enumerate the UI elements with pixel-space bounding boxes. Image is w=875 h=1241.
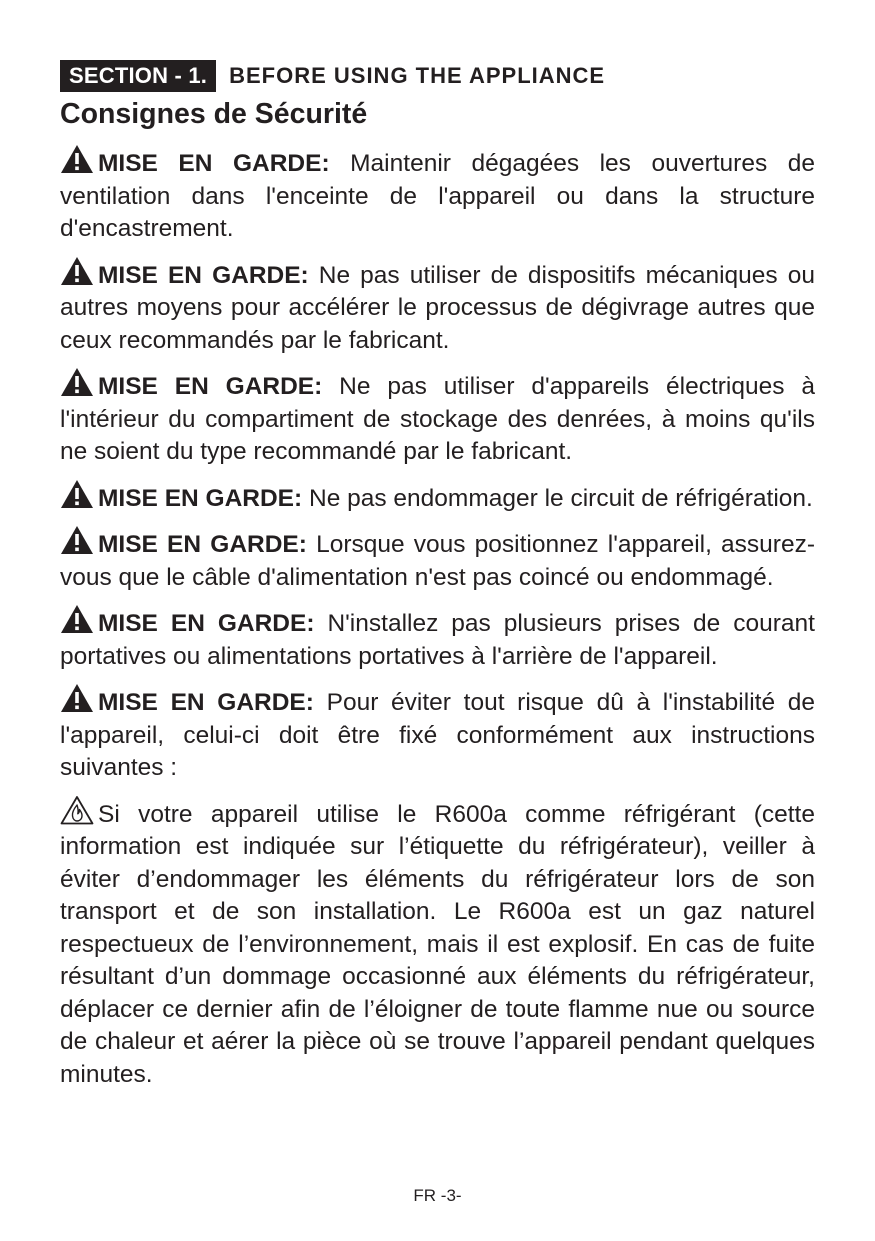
warning-text: Pour éviter tout risque dû à l'instabilité de l'appareil, celui-ci doit être fixé conformément aux instructions suivantes :	[60, 689, 815, 781]
page-title: Consignes de Sécurité	[60, 98, 368, 130]
warning-text: Lorsque vous positionnez l'appareil, assurez-vous que le câble d'alimentation n'est pas coincé ou endommagé.	[60, 531, 815, 591]
warning-paragraph	[60, 683, 815, 785]
warning-icon	[60, 479, 94, 509]
flammable-note-paragraph	[60, 795, 815, 1092]
warning-lead: MISE EN GARDE:	[98, 373, 323, 400]
warning-icon	[60, 367, 94, 397]
warning-text: N'installez pas plusieurs prises de courant portatives ou alimentations portatives à l'arrière de l'appareil.	[60, 610, 815, 670]
section-title: BEFORE USING THE APPLIANCE	[229, 63, 606, 88]
section-badge: SECTION - 1.	[60, 60, 216, 92]
document-page	[60, 60, 815, 1091]
warning-paragraph	[60, 604, 815, 673]
warning-lead: MISE EN GARDE:	[98, 610, 315, 637]
section-header	[60, 60, 815, 92]
warning-lead: MISE EN GARDE:	[98, 484, 303, 512]
warning-paragraph	[60, 256, 815, 358]
warning-lead: MISE EN GARDE:	[98, 689, 314, 716]
warning-icon	[60, 683, 94, 713]
warning-lead: MISE EN GARDE:	[98, 261, 309, 289]
warning-text: Maintenir dégagées les ouvertures de ventilation dans l'enceinte de l'appareil ou dans la structure d'encastrement.	[60, 150, 815, 242]
warning-icon	[60, 604, 94, 634]
flammable-note-text: Si votre appareil utilise le R600a comme réfrigérant (cette information est indiquée sur l’étiquette du réfrigérateur), veiller à éviter d’endommager les éléments du réfrigérateur lors de son transport et de son installation. Le R600a est un gaz naturel respectueux de l’environnement, mais il est explosif. En cas de fuite résultant d’un dommage occasionné aux éléments du réfrigérateur, déplacer ce dernier afin de l’éloigner de toute flamme nue ou source de chaleur et aérer la pièce où se trouve l’appareil pendant quelques minutes.	[60, 800, 815, 1088]
warning-paragraph	[60, 367, 815, 469]
page-number: FR -3-	[413, 1186, 462, 1205]
warning-text: Ne pas endommager le circuit de réfrigération.	[302, 484, 813, 512]
warning-lead: MISE EN GARDE:	[98, 150, 330, 177]
warning-paragraph	[60, 525, 815, 594]
warning-icon	[60, 525, 94, 555]
flammable-warning-icon	[60, 795, 94, 825]
warning-text: Ne pas utiliser de dispositifs mécaniques ou autres moyens pour accélérer le processus de dégivrage autres que ceux recommandés par le fabricant.	[60, 261, 815, 354]
warning-text: Ne pas utiliser d'appareils électriques à l'intérieur du compartiment de stockage des denrées, à moins qu'ils ne soient du type recommandé par le fabricant.	[60, 373, 815, 465]
warning-lead: MISE EN GARDE:	[98, 531, 307, 558]
warning-icon	[60, 144, 94, 174]
warning-paragraph	[60, 144, 815, 246]
warning-paragraph	[60, 479, 815, 516]
warning-icon	[60, 256, 94, 286]
